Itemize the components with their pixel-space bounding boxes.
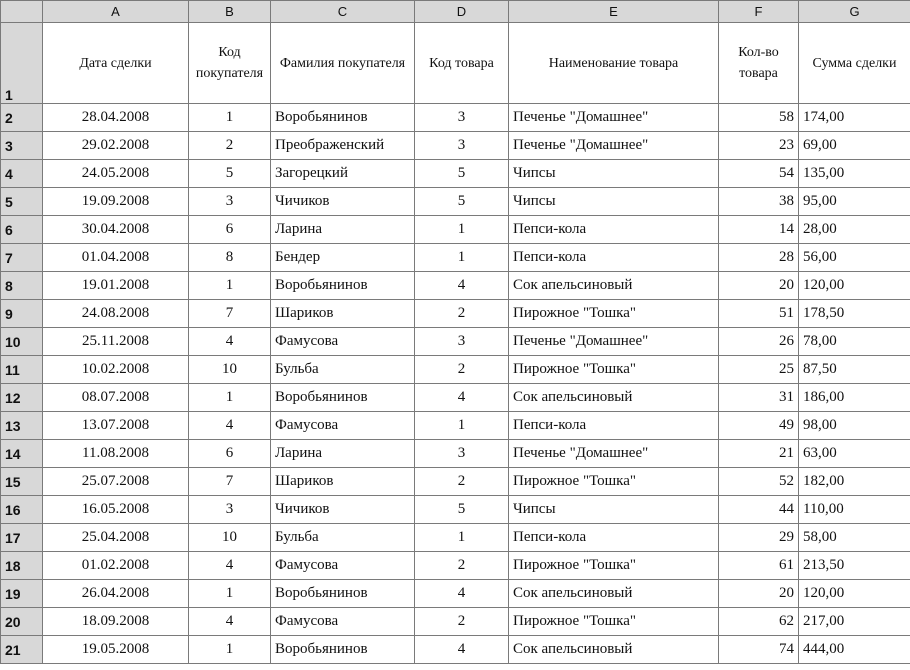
cell-deal-date[interactable]: 19.09.2008: [43, 188, 189, 216]
cell-deal-sum[interactable]: 213,50: [799, 552, 910, 580]
cell-customer-surname[interactable]: Шариков: [271, 468, 415, 496]
column-header-f[interactable]: F: [719, 1, 799, 23]
cell-deal-date[interactable]: 19.05.2008: [43, 636, 189, 664]
cell-product-name[interactable]: Пепси-кола: [509, 216, 719, 244]
cell-quantity[interactable]: 38: [719, 188, 799, 216]
column-header-a[interactable]: A: [43, 1, 189, 23]
cell-product-code[interactable]: 1: [415, 412, 509, 440]
cell-deal-date[interactable]: 10.02.2008: [43, 356, 189, 384]
cell-customer-code[interactable]: 2: [189, 132, 271, 160]
row-header[interactable]: 7: [1, 244, 43, 272]
cell-quantity[interactable]: 20: [719, 272, 799, 300]
row-header[interactable]: 1: [1, 23, 43, 104]
row-header[interactable]: 5: [1, 188, 43, 216]
table-row: [1, 552, 910, 580]
row-header[interactable]: 21: [1, 636, 43, 664]
cell-product-name[interactable]: Печенье "Домашнее": [509, 328, 719, 356]
cell-customer-surname[interactable]: Шариков: [271, 300, 415, 328]
table-row: [1, 272, 910, 300]
cell-customer-code[interactable]: 4: [189, 608, 271, 636]
table-row: [1, 328, 910, 356]
table-row: [1, 524, 910, 552]
cell-customer-code[interactable]: 1: [189, 104, 271, 132]
row-header[interactable]: 4: [1, 160, 43, 188]
header-cell-deal-sum[interactable]: Сумма сделки: [799, 23, 910, 104]
cell-product-name[interactable]: Пирожное "Тошка": [509, 552, 719, 580]
column-header-c[interactable]: C: [271, 1, 415, 23]
column-header-b[interactable]: B: [189, 1, 271, 23]
table-row: [1, 496, 910, 524]
cell-customer-surname[interactable]: Фамусова: [271, 552, 415, 580]
cell-product-code[interactable]: 2: [415, 552, 509, 580]
cell-product-name[interactable]: Печенье "Домашнее": [509, 104, 719, 132]
cell-quantity[interactable]: 54: [719, 160, 799, 188]
cell-product-code[interactable]: 5: [415, 188, 509, 216]
cell-customer-code[interactable]: 7: [189, 300, 271, 328]
table-row: [1, 580, 910, 608]
cell-product-name[interactable]: Пепси-кола: [509, 244, 719, 272]
header-cell-product-code[interactable]: Код товара: [415, 23, 509, 104]
cell-customer-surname[interactable]: Фамусова: [271, 412, 415, 440]
cell-quantity[interactable]: 31: [719, 384, 799, 412]
cell-deal-sum[interactable]: 178,50: [799, 300, 910, 328]
cell-customer-surname[interactable]: Ларина: [271, 440, 415, 468]
cell-product-name[interactable]: Сок апельсиновый: [509, 580, 719, 608]
header-cell-quantity[interactable]: Кол-во товара: [719, 23, 799, 104]
cell-product-name[interactable]: Пирожное "Тошка": [509, 468, 719, 496]
table-header-row: [1, 23, 910, 104]
cell-customer-code[interactable]: 4: [189, 552, 271, 580]
cell-deal-date[interactable]: 18.09.2008: [43, 608, 189, 636]
cell-deal-date[interactable]: 08.07.2008: [43, 384, 189, 412]
table-row: [1, 216, 910, 244]
cell-customer-code[interactable]: 10: [189, 524, 271, 552]
cell-quantity[interactable]: 25: [719, 356, 799, 384]
cell-deal-sum[interactable]: 174,00: [799, 104, 910, 132]
cell-customer-code[interactable]: 1: [189, 580, 271, 608]
row-header[interactable]: 11: [1, 356, 43, 384]
cell-deal-date[interactable]: 11.08.2008: [43, 440, 189, 468]
cell-quantity[interactable]: 29: [719, 524, 799, 552]
cell-quantity[interactable]: 20: [719, 580, 799, 608]
cell-deal-date[interactable]: 19.01.2008: [43, 272, 189, 300]
row-header[interactable]: 10: [1, 328, 43, 356]
cell-deal-sum[interactable]: 120,00: [799, 580, 910, 608]
cell-product-code[interactable]: 2: [415, 356, 509, 384]
cell-deal-date[interactable]: 01.04.2008: [43, 244, 189, 272]
cell-quantity[interactable]: 74: [719, 636, 799, 664]
cell-product-name[interactable]: Чипсы: [509, 496, 719, 524]
cell-quantity[interactable]: 51: [719, 300, 799, 328]
table-row: [1, 608, 910, 636]
cell-product-code[interactable]: 4: [415, 384, 509, 412]
cell-deal-sum[interactable]: 217,00: [799, 608, 910, 636]
cell-customer-surname[interactable]: Загорецкий: [271, 160, 415, 188]
cell-product-code[interactable]: 5: [415, 496, 509, 524]
cell-quantity[interactable]: 26: [719, 328, 799, 356]
cell-customer-surname[interactable]: Чичиков: [271, 496, 415, 524]
cell-deal-sum[interactable]: 182,00: [799, 468, 910, 496]
cell-product-code[interactable]: 5: [415, 160, 509, 188]
cell-quantity[interactable]: 44: [719, 496, 799, 524]
row-header[interactable]: 14: [1, 440, 43, 468]
header-cell-customer-code[interactable]: Код покупателя: [189, 23, 271, 104]
cell-customer-code[interactable]: 10: [189, 356, 271, 384]
cell-product-code[interactable]: 3: [415, 440, 509, 468]
cell-product-code[interactable]: 4: [415, 580, 509, 608]
table-row: [1, 300, 910, 328]
row-header[interactable]: 18: [1, 552, 43, 580]
cell-product-code[interactable]: 4: [415, 636, 509, 664]
row-header[interactable]: 3: [1, 132, 43, 160]
cell-quantity[interactable]: 49: [719, 412, 799, 440]
table-row: [1, 636, 910, 664]
cell-deal-sum[interactable]: 95,00: [799, 188, 910, 216]
cell-deal-sum[interactable]: 87,50: [799, 356, 910, 384]
table-row: [1, 384, 910, 412]
cell-deal-sum[interactable]: 186,00: [799, 384, 910, 412]
cell-product-name[interactable]: Сок апельсиновый: [509, 272, 719, 300]
cell-deal-date[interactable]: 13.07.2008: [43, 412, 189, 440]
table-row: [1, 244, 910, 272]
row-header[interactable]: 16: [1, 496, 43, 524]
cell-deal-date[interactable]: 29.02.2008: [43, 132, 189, 160]
row-header[interactable]: 20: [1, 608, 43, 636]
cell-deal-date[interactable]: 25.04.2008: [43, 524, 189, 552]
cell-deal-sum[interactable]: 58,00: [799, 524, 910, 552]
cell-customer-surname[interactable]: Преображенский: [271, 132, 415, 160]
cell-deal-sum[interactable]: 78,00: [799, 328, 910, 356]
header-cell-product-name[interactable]: Наименование товара: [509, 23, 719, 104]
select-all-corner[interactable]: [1, 1, 43, 23]
cell-quantity[interactable]: 28: [719, 244, 799, 272]
cell-customer-surname[interactable]: Бульба: [271, 524, 415, 552]
cell-customer-code[interactable]: 3: [189, 188, 271, 216]
cell-customer-surname[interactable]: Чичиков: [271, 188, 415, 216]
cell-customer-surname[interactable]: Фамусова: [271, 328, 415, 356]
cell-product-name[interactable]: Пирожное "Тошка": [509, 608, 719, 636]
row-header[interactable]: 9: [1, 300, 43, 328]
cell-deal-sum[interactable]: 56,00: [799, 244, 910, 272]
cell-customer-surname[interactable]: Бульба: [271, 356, 415, 384]
cell-deal-sum[interactable]: 98,00: [799, 412, 910, 440]
table-row: [1, 188, 910, 216]
cell-product-name[interactable]: Чипсы: [509, 160, 719, 188]
cell-quantity[interactable]: 23: [719, 132, 799, 160]
table-row: [1, 132, 910, 160]
cell-quantity[interactable]: 58: [719, 104, 799, 132]
row-header[interactable]: 8: [1, 272, 43, 300]
cell-product-name[interactable]: Пепси-кола: [509, 524, 719, 552]
cell-deal-sum[interactable]: 69,00: [799, 132, 910, 160]
cell-customer-surname[interactable]: Воробьянинов: [271, 104, 415, 132]
cell-customer-code[interactable]: 3: [189, 496, 271, 524]
cell-deal-date[interactable]: 25.07.2008: [43, 468, 189, 496]
cell-deal-sum[interactable]: 28,00: [799, 216, 910, 244]
cell-product-code[interactable]: 1: [415, 524, 509, 552]
row-header[interactable]: 17: [1, 524, 43, 552]
cell-deal-date[interactable]: 25.11.2008: [43, 328, 189, 356]
cell-product-name[interactable]: Пепси-кола: [509, 412, 719, 440]
header-cell-deal-date[interactable]: Дата сделки: [43, 23, 189, 104]
cell-quantity[interactable]: 62: [719, 608, 799, 636]
table-row: [1, 104, 910, 132]
cell-customer-code[interactable]: 6: [189, 216, 271, 244]
cell-quantity[interactable]: 52: [719, 468, 799, 496]
cell-product-name[interactable]: Печенье "Домашнее": [509, 440, 719, 468]
cell-customer-code[interactable]: 6: [189, 440, 271, 468]
row-header[interactable]: 12: [1, 384, 43, 412]
cell-customer-surname[interactable]: Воробьянинов: [271, 384, 415, 412]
cell-customer-code[interactable]: 1: [189, 384, 271, 412]
cell-customer-surname[interactable]: Бендер: [271, 244, 415, 272]
cell-product-code[interactable]: 3: [415, 328, 509, 356]
cell-customer-code[interactable]: 1: [189, 272, 271, 300]
cell-product-name[interactable]: Пирожное "Тошка": [509, 300, 719, 328]
cell-product-code[interactable]: 1: [415, 244, 509, 272]
cell-deal-date[interactable]: 28.04.2008: [43, 104, 189, 132]
row-header[interactable]: 6: [1, 216, 43, 244]
cell-deal-sum[interactable]: 63,00: [799, 440, 910, 468]
cell-product-name[interactable]: Чипсы: [509, 188, 719, 216]
column-header-row: [1, 1, 910, 23]
row-header[interactable]: 15: [1, 468, 43, 496]
cell-deal-sum[interactable]: 110,00: [799, 496, 910, 524]
cell-deal-date[interactable]: 26.04.2008: [43, 580, 189, 608]
cell-customer-code[interactable]: 7: [189, 468, 271, 496]
row-header[interactable]: 2: [1, 104, 43, 132]
column-header-e[interactable]: E: [509, 1, 719, 23]
cell-product-code[interactable]: 1: [415, 216, 509, 244]
cell-quantity[interactable]: 21: [719, 440, 799, 468]
cell-product-code[interactable]: 3: [415, 132, 509, 160]
column-header-d[interactable]: D: [415, 1, 509, 23]
column-header-g[interactable]: G: [799, 1, 910, 23]
row-header[interactable]: 19: [1, 580, 43, 608]
cell-product-code[interactable]: 2: [415, 608, 509, 636]
table-row: [1, 160, 910, 188]
cell-customer-surname[interactable]: Фамусова: [271, 608, 415, 636]
cell-deal-date[interactable]: 30.04.2008: [43, 216, 189, 244]
cell-product-code[interactable]: 2: [415, 300, 509, 328]
cell-deal-date[interactable]: 01.02.2008: [43, 552, 189, 580]
cell-customer-code[interactable]: 1: [189, 636, 271, 664]
cell-product-name[interactable]: Пирожное "Тошка": [509, 356, 719, 384]
cell-deal-date[interactable]: 24.05.2008: [43, 160, 189, 188]
cell-product-code[interactable]: 2: [415, 468, 509, 496]
cell-customer-code[interactable]: 5: [189, 160, 271, 188]
table-row: [1, 412, 910, 440]
cell-quantity[interactable]: 61: [719, 552, 799, 580]
cell-customer-surname[interactable]: Воробьянинов: [271, 636, 415, 664]
cell-deal-sum[interactable]: 444,00: [799, 636, 910, 664]
cell-product-name[interactable]: Печенье "Домашнее": [509, 132, 719, 160]
cell-customer-code[interactable]: 4: [189, 328, 271, 356]
table-row: [1, 440, 910, 468]
cell-deal-sum[interactable]: 120,00: [799, 272, 910, 300]
table-row: [1, 468, 910, 496]
cell-quantity[interactable]: 14: [719, 216, 799, 244]
cell-product-name[interactable]: Сок апельсиновый: [509, 384, 719, 412]
cell-deal-sum[interactable]: 135,00: [799, 160, 910, 188]
cell-product-code[interactable]: 3: [415, 104, 509, 132]
cell-customer-surname[interactable]: Ларина: [271, 216, 415, 244]
cell-customer-code[interactable]: 4: [189, 412, 271, 440]
cell-customer-code[interactable]: 8: [189, 244, 271, 272]
cell-product-code[interactable]: 4: [415, 272, 509, 300]
cell-customer-surname[interactable]: Воробьянинов: [271, 272, 415, 300]
header-cell-customer-surname[interactable]: Фамилия покупателя: [271, 23, 415, 104]
cell-product-name[interactable]: Сок апельсиновый: [509, 636, 719, 664]
cell-deal-date[interactable]: 16.05.2008: [43, 496, 189, 524]
cell-customer-surname[interactable]: Воробьянинов: [271, 580, 415, 608]
cell-deal-date[interactable]: 24.08.2008: [43, 300, 189, 328]
table-row: [1, 356, 910, 384]
row-header[interactable]: 13: [1, 412, 43, 440]
